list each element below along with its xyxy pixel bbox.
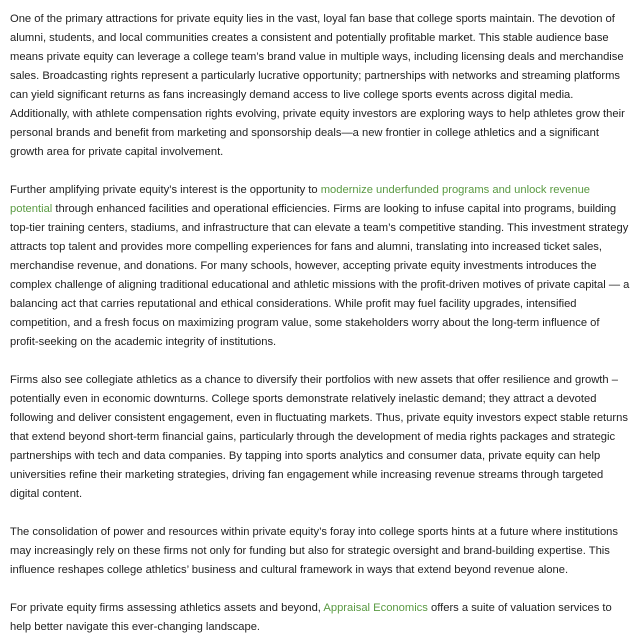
paragraph-consolidation: The consolidation of power and resources within private equity’s foray into college sports hints at a future where institutions may increasingly rely on these firms not only for funding but also for strategic oversight and brand-building expertise. This influence reshapes college athletics’ business and cultural framework in ways that extend beyond revenue alone. [10,526,618,576]
paragraph-text: offers a suite of valuation services to help better navigate this ever-changing landscape. [10,602,612,633]
paragraph-text: For private equity firms assessing athletics assets and beyond, [10,602,324,614]
paragraph-text: through enhanced facilities and operational efficiencies. Firms are looking to infuse capital into programs, building top-tier training centers, stadiums, and infrastructure that can elevate a team’s competitive standing. This investment strategy attracts top talent and provides more compelling experiences for fans and alumni, translating into increased ticket sales, merchandise revenue, and donations. For many schools, however, accepting private equity investments introduces the complex challenge of aligning traditional educational and athletic missions with the profit-driven motives of private capital — a balancing act that carries reputational and ethical considerations. While profit may fuel facility upgrades, intensified competition, and a fresh focus on maximizing program value, some stakeholders worry about the long-term influence of profit-seeking on the academic integrity of institutions. [10,203,630,348]
paragraph-modernize-programs [10,181,630,352]
appraisal-economics-link[interactable]: Appraisal Economics [323,602,428,614]
paragraph-appraisal-services [10,599,630,637]
modernize-programs-link[interactable]: modernize underfunded programs and unlock revenue potential [10,184,591,215]
paragraph-diversify-portfolios: Firms also see collegiate athletics as a chance to diversify their portfolios with new assets that offer resilience and growth – potentially even in economic downturns. College sports demonstrate relatively inelastic demand; they attract a devoted following and deliver consistent engagement, even in fluctuating markets. Thus, private equity investors expect stable returns that extend beyond short-term financial gains, particularly through the development of media rights packages and strategic partnerships with tech and data companies. By tapping into sports analytics and consumer data, private equity can help universities refine their marketing strategies, driving fan engagement while increasing revenue streams through targeted digital content. [10,374,628,500]
paragraph-text: Further amplifying private equity’s interest is the opportunity to [10,184,321,196]
paragraph-fan-base: One of the primary attractions for private equity lies in the vast, loyal fan base that college sports maintain. The devotion of alumni, students, and local communities creates a consistent and potentially profitable market. This stable audience base means private equity can leverage a college team’s brand value in multiple ways, including licensing deals and merchandise sales. Broadcasting rights represent a particularly lucrative opportunity; partnerships with networks and streaming platforms can yield significant returns as fans increasingly demand access to live college sports events across digital media. Additionally, with athlete compensation rights evolving, private equity investors are exploring ways to help athletes grow their personal brands and benefit from marketing and sponsorship deals—a new frontier in college athletics and a significant growth area for private capital involvement. [10,13,625,158]
